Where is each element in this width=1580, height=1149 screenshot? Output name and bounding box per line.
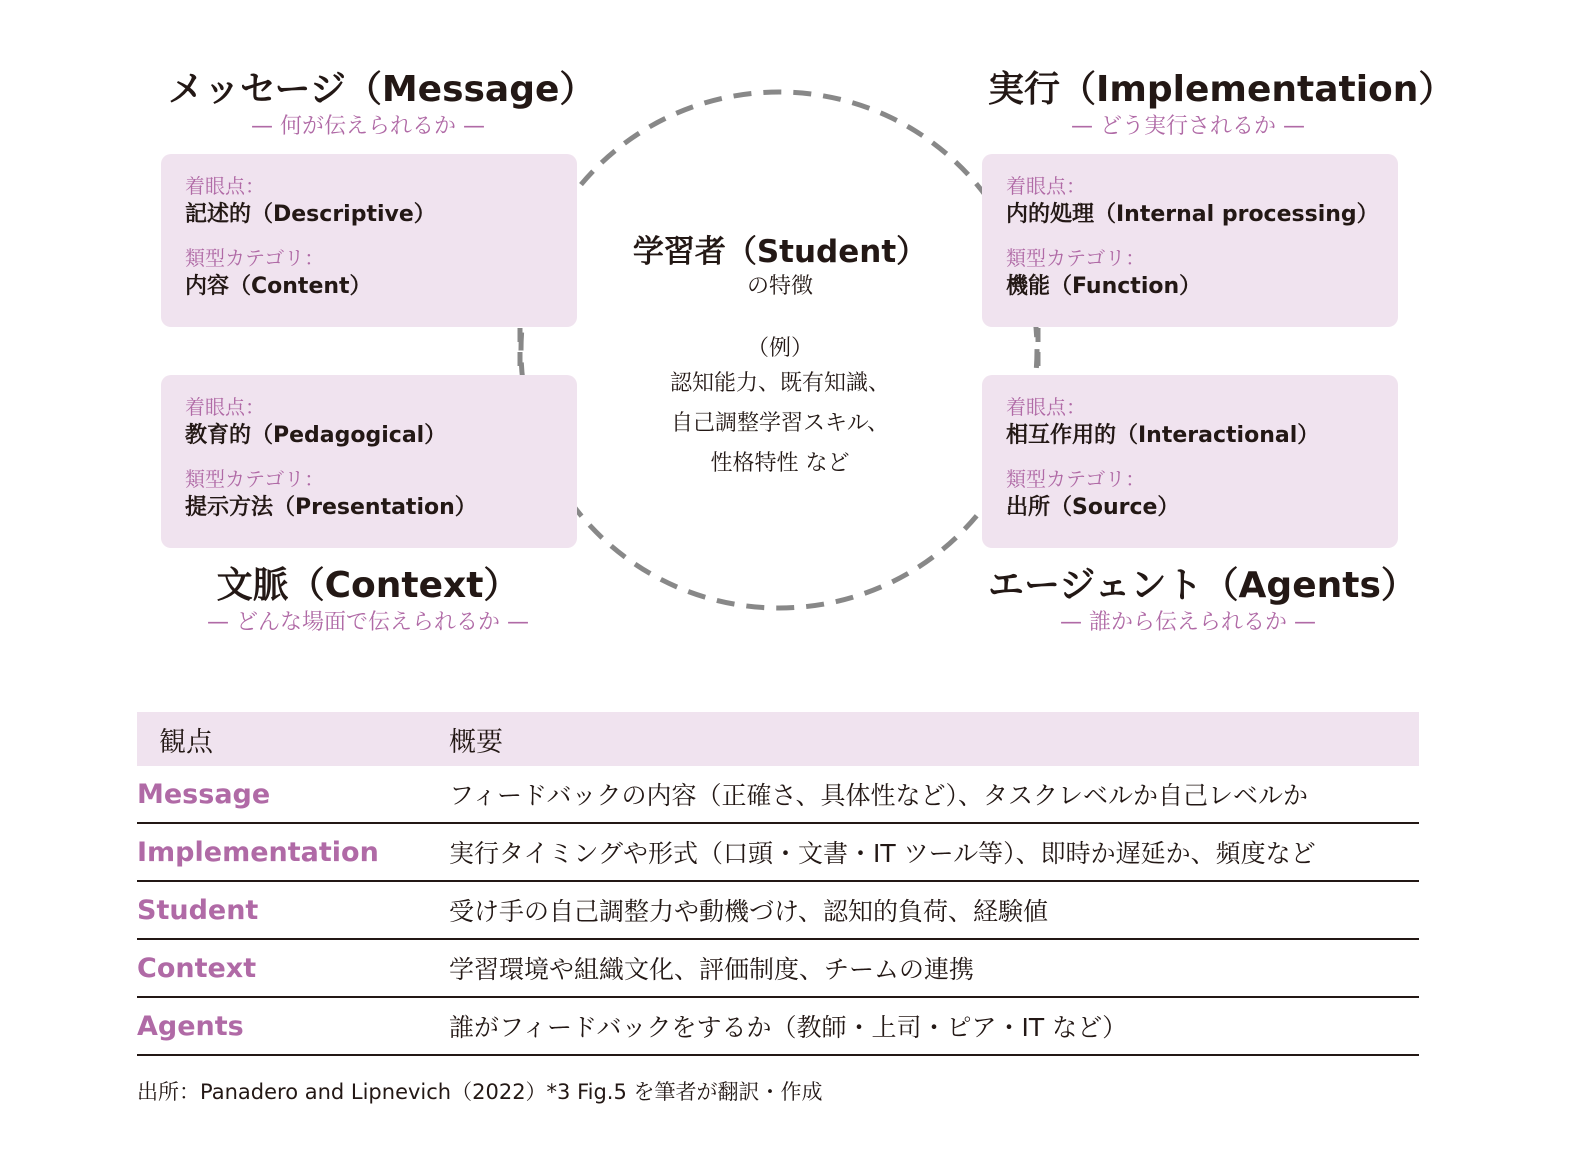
category-label: 類型カテゴリ： — [1006, 467, 1146, 491]
row-key: Student — [137, 881, 449, 939]
header-perspective: 観点 — [137, 712, 449, 766]
focus-value: 記述的（Descriptive） — [185, 202, 436, 227]
row-key: Agents — [137, 997, 449, 1055]
focus-label: 着眼点： — [185, 174, 265, 198]
row-value: 学習環境や組織文化、評価制度、チームの連携 — [449, 939, 1419, 997]
table-row — [137, 939, 1419, 997]
category-label: 類型カテゴリ： — [185, 246, 325, 270]
focus-value: 教育的（Pedagogical） — [185, 423, 447, 448]
row-value: 実行タイミングや形式（口頭・文書・IT ツール等）、即時か遅延か、頻度など — [449, 823, 1419, 881]
category-label: 類型カテゴリ： — [1006, 246, 1146, 270]
message-heading — [168, 68, 596, 142]
category-value: 出所（Source） — [1006, 495, 1180, 520]
implementation-heading — [988, 68, 1455, 142]
student-example-line: 認知能力、既有知識、 — [669, 371, 890, 396]
focus-label: 着眼点： — [1006, 395, 1086, 419]
context-box — [161, 375, 577, 548]
agents-box — [982, 375, 1398, 548]
student-center — [590, 232, 970, 484]
table-row — [137, 997, 1419, 1055]
agents-title: エージェント（Agents） — [988, 565, 1417, 606]
table-row — [137, 766, 1419, 823]
implementation-title: 実行（Implementation） — [988, 69, 1455, 110]
row-key: Context — [137, 939, 449, 997]
student-title: 学習者（Student） — [632, 234, 928, 270]
message-subtitle: — 何が伝えられるか — — [251, 114, 485, 139]
table-header-row — [137, 712, 1419, 766]
header-overview: 概要 — [449, 712, 1419, 766]
row-key: Message — [137, 766, 449, 823]
row-value: 誰がフィードバックをするか（教師・上司・ピア・IT など） — [449, 997, 1419, 1055]
category-value: 内容（Content） — [185, 274, 372, 299]
focus-value: 内的処理（Internal processing） — [1006, 202, 1379, 227]
student-subtitle: の特徴 — [746, 274, 813, 299]
implementation-box — [982, 154, 1398, 327]
focus-label: 着眼点： — [185, 395, 265, 419]
student-example-line: 性格特性 など — [710, 451, 850, 476]
source-note: 出所：Panadero and Lipnevich（2022）*3 Fig.5 を筆者が翻訳・作成 — [137, 1080, 823, 1104]
row-key: Implementation — [137, 823, 449, 881]
agents-heading — [988, 564, 1417, 638]
context-title: 文脈（Context） — [216, 565, 520, 606]
category-value: 機能（Function） — [1006, 274, 1202, 299]
message-box — [161, 154, 577, 327]
student-example-line: 自己調整学習スキル、 — [670, 411, 890, 436]
focus-label: 着眼点： — [1006, 174, 1086, 198]
implementation-subtitle: — どう実行されるか — — [1071, 114, 1305, 139]
table-row — [137, 881, 1419, 939]
context-subtitle: — どんな場面で伝えられるか — — [207, 610, 529, 635]
row-value: 受け手の自己調整力や動機づけ、認知的負荷、経験値 — [449, 881, 1419, 939]
focus-value: 相互作用的（Interactional） — [1006, 423, 1320, 448]
agents-subtitle: — 誰から伝えられるか — — [1060, 610, 1316, 635]
student-example-label: （例） — [746, 336, 813, 361]
category-label: 類型カテゴリ： — [185, 467, 325, 491]
category-value: 提示方法（Presentation） — [185, 495, 477, 520]
table-row — [137, 823, 1419, 881]
context-heading — [168, 564, 568, 638]
row-value: フィードバックの内容（正確さ、具体性など）、タスクレベルか自己レベルか — [449, 766, 1419, 823]
summary-table — [137, 712, 1419, 1056]
message-title: メッセージ（Message） — [168, 69, 596, 110]
